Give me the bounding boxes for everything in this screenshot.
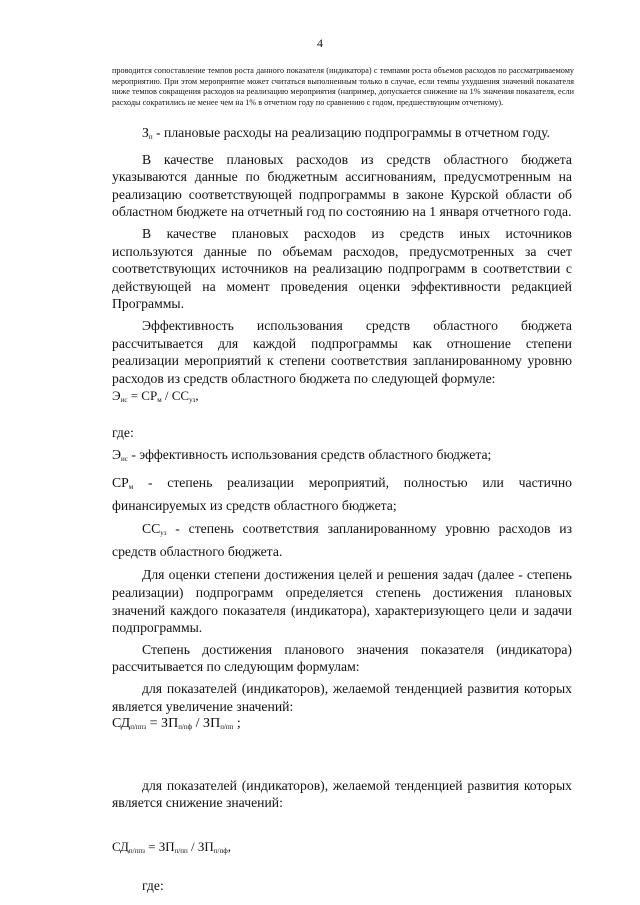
formula-part: = СР (127, 388, 158, 404)
page-number: 4 (317, 36, 323, 50)
footnote-text: проводится сопоставление темпов роста данного показателя (индикатора) с темпами роста объемов расходов по рассматриваемому мероприятию. При этом мероприятие может считаться выполненным только в случае, если темпы ухудшения значений показателя ниже темпов сокращения расходов на реализацию мероприятия (например, допускается снижение на 1% значения показателя, если расходы сократились не менее чем на 1% в отчетном году по сравнению с годом, предшествующим отчетному). (112, 66, 574, 107)
paragraph-text: - плановые расходы на реализацию подпрограммы в отчетном году. (152, 125, 551, 140)
definition-text: - степень реализации мероприятий, полностью или частично финансируемых из средств областного бюджета; (112, 475, 572, 513)
formula-subscript: п/ппз (130, 723, 147, 732)
paragraph-efficiency: Эффективность использования средств областного бюджета рассчитывается для каждой подпрограммы как отношение степени реализации мероприятий к степени соответствия запланированному уровню расходов из средств областного бюджета по следующей формуле: (112, 317, 572, 386)
symbol: СС (142, 521, 161, 537)
paragraph-planned-costs (112, 124, 572, 147)
formula-efficiency (112, 387, 572, 410)
where-label: где: (112, 424, 134, 440)
formula-part: ; (233, 716, 241, 732)
paragraph-goal-achievement: Для оценки степени достижения целей и решения задач (далее - степень реализации) подпрограмм определяется степень достижения плановых значений каждого показателя (индикатора), характеризующего цели и задачи подпрограммы. (112, 567, 572, 636)
symbol-subscript: уз (160, 529, 167, 538)
formula-subscript: уз (189, 396, 196, 405)
document-body (112, 124, 572, 894)
formula-part: СД (112, 716, 131, 732)
blank-space (112, 737, 572, 777)
paragraph-other-sources: В качестве плановых расходов из средств иных источников используются данные по объемам расходов, предусмотренных за счет соответствующих источников на реализацию подпрограмм в соответствии с действующей на момент проведения оценки эффективности редакцией Программы. (112, 225, 572, 312)
definition-implementation (112, 474, 572, 514)
where-label: где: (142, 877, 164, 893)
formula-part: / ЗП (192, 716, 221, 732)
formula-subscript: п/ппз (128, 847, 145, 855)
symbol: З (142, 125, 149, 140)
formula-part: = ЗП (146, 716, 179, 732)
paragraph-decrease-case: для показателей (индикаторов), желаемой тенденцией развития которых является снижение значений: (112, 777, 572, 811)
formula-subscript: м (157, 396, 162, 405)
formula-increase (112, 715, 572, 737)
formula-part: , (195, 388, 199, 404)
formula-subscript: п/пф (178, 723, 193, 732)
blank-space (112, 812, 572, 838)
symbol-subscript: п (148, 133, 153, 141)
definition-text: - степень соответствия запланированному уровню расходов из средств областного бюджета. (112, 521, 572, 559)
paragraph-regional-budget: В качестве плановых расходов из средств областного бюджета указываются данные по бюджетным ассигнованиям, предусмотренным на реализацию соответствующей подпрограммы в законе Курской области об областном бюджете на отчетный год по состоянию на 1 января отчетного года. (112, 151, 572, 220)
formula-part: , (227, 839, 232, 854)
formula-part: СД (112, 839, 129, 854)
symbol-subscript: ис (121, 454, 128, 463)
symbol: СР (112, 475, 129, 491)
paragraph-formulas-intro: Степень достижения планового значения показателя (индикатора) рассчитывается по следующим формулам: (112, 641, 572, 675)
definition-text: - эффективность использования средств областного бюджета; (127, 446, 492, 462)
formula-decrease (112, 838, 572, 861)
formula-subscript: п/пп (174, 847, 188, 855)
formula-part: / СС (161, 388, 190, 404)
symbol-subscript: м (128, 483, 134, 492)
formula-part: Э (112, 388, 121, 404)
paragraph-increase-case: для показателей (индикаторов), желаемой тенденцией развития которых является увеличение значений: (112, 681, 572, 714)
definition-efficiency (112, 446, 572, 469)
formula-part: = ЗП (144, 839, 175, 854)
formula-subscript: п/пф (213, 847, 228, 855)
formula-part: / ЗП (187, 839, 214, 854)
formula-subscript: п/пп (220, 723, 234, 732)
symbol: Э (112, 446, 122, 462)
definition-compliance (112, 520, 572, 560)
formula-subscript: ис (120, 396, 128, 405)
